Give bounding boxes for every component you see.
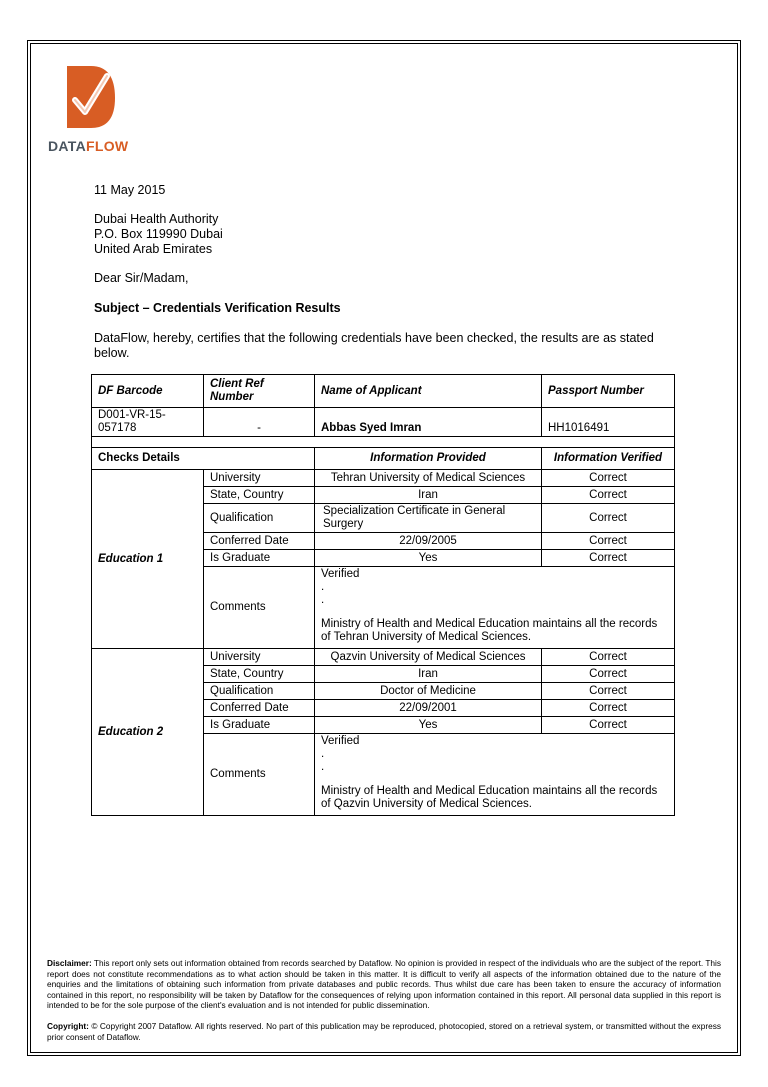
section-title-education-1: Education 1	[92, 470, 204, 649]
header-information-provided: Information Provided	[315, 448, 542, 470]
row-label: Conferred Date	[204, 700, 315, 717]
row-label: Qualification	[204, 504, 315, 533]
row-verified: Correct	[542, 683, 675, 700]
row-verified: Correct	[542, 470, 675, 487]
row-provided: 22/09/2001	[315, 700, 542, 717]
row-verified: Correct	[542, 504, 675, 533]
comment-line: .	[321, 594, 325, 606]
comment-line: Verified	[321, 735, 360, 747]
row-label: State, Country	[204, 487, 315, 504]
row-label: Is Graduate	[204, 717, 315, 734]
row-verified: Correct	[542, 700, 675, 717]
comments-label: Comments	[204, 567, 315, 649]
copyright	[47, 1021, 721, 1042]
header-applicant-name: Name of Applicant	[315, 375, 542, 408]
df-barcode-value: D001-VR-15-057178	[92, 408, 204, 437]
comment-line: .	[321, 581, 325, 593]
disclaimer-text: This report only sets out information obtained from records searched by Dataflow. No opinion is provided in respect of the individuals who are the subject of the report. This report does not constitute recommendations as to what action should be taken in this matter. It is difficult to verify all aspects of the information obtained due to the nature of the enquiries and the limitations of obtaining such information from private databases and public records. Thus whilst due care has been taken to ensure the accuracy of information contained in this report, no responsibility will be taken by Dataflow for the consequences of relying upon information contained in this report. All personal data supplied in this report is intended to be for the sole purpose of the client's evaluation and is not intended for public dissemination.	[47, 958, 722, 1011]
row-provided: Yes	[315, 550, 542, 567]
address-line-3: United Arab Emirates	[94, 242, 213, 256]
letter-date: 11 May 2015	[94, 183, 166, 197]
body-paragraph: DataFlow, hereby, certifies that the following credentials have been checked, the results are as stated below.	[94, 331, 654, 360]
row-provided: Qazvin University of Medical Sciences	[315, 649, 542, 666]
copyright-text: © Copyright 2007 Dataflow. All rights reserved. No part of this publication may be reproduced, photocopied, stored on a retrieval system, or transmitted without the express prior consent of Dataflow.	[47, 1021, 721, 1042]
header-client-ref: Client Ref Number	[204, 375, 315, 408]
copyright-label: Copyright:	[47, 1021, 89, 1031]
section-title-education-2: Education 2	[92, 649, 204, 816]
row-verified: Correct	[542, 649, 675, 666]
disclaimer-label: Disclaimer:	[47, 958, 92, 968]
salutation: Dear Sir/Madam,	[94, 271, 189, 285]
verification-table	[91, 374, 675, 816]
header-checks-details: Checks Details	[92, 448, 315, 470]
row-provided: Iran	[315, 487, 542, 504]
logo-word-data: DATA	[48, 138, 87, 154]
spacer-row	[92, 437, 675, 448]
row-provided: Iran	[315, 666, 542, 683]
subject-line: Subject – Credentials Verification Results	[94, 301, 341, 315]
row-provided: Doctor of Medicine	[315, 683, 542, 700]
row-label: University	[204, 470, 315, 487]
header-df-barcode: DF Barcode	[92, 375, 204, 408]
row-verified: Correct	[542, 533, 675, 550]
row-label: State, Country	[204, 666, 315, 683]
row-label: University	[204, 649, 315, 666]
header-passport: Passport Number	[542, 375, 675, 408]
row-verified: Correct	[542, 550, 675, 567]
applicant-name-value: Abbas Syed Imran	[315, 408, 542, 437]
row-provided: Specialization Certificate in General Surgery	[315, 504, 542, 533]
client-ref-value: -	[204, 408, 315, 437]
row-verified: Correct	[542, 487, 675, 504]
row-verified: Correct	[542, 666, 675, 683]
logo-word-flow: FLOW	[86, 138, 129, 154]
comments-label: Comments	[204, 734, 315, 816]
logo-wordmark	[48, 138, 128, 154]
comments-cell	[315, 734, 675, 816]
passport-value: HH1016491	[542, 408, 675, 437]
comment-line: Verified	[321, 568, 360, 580]
comment-line: .	[321, 748, 325, 760]
address-line-1: Dubai Health Authority	[94, 212, 219, 226]
row-provided: 22/09/2005	[315, 533, 542, 550]
comments-cell	[315, 567, 675, 649]
row-provided: Tehran University of Medical Sciences	[315, 470, 542, 487]
row-label: Is Graduate	[204, 550, 315, 567]
comment-line: .	[321, 761, 325, 773]
comment-line: Ministry of Health and Medical Education maintains all the records of Tehran University of Medical Sciences.	[321, 618, 658, 643]
row-verified: Correct	[542, 717, 675, 734]
disclaimer	[47, 958, 721, 1011]
row-provided: Yes	[315, 717, 542, 734]
address-line-2: P.O. Box 119990 Dubai	[94, 227, 223, 241]
row-label: Qualification	[204, 683, 315, 700]
row-label: Conferred Date	[204, 533, 315, 550]
comment-line: Ministry of Health and Medical Education maintains all the records of Qazvin University of Medical Sciences.	[321, 785, 658, 810]
header-information-verified: Information Verified	[542, 448, 675, 470]
